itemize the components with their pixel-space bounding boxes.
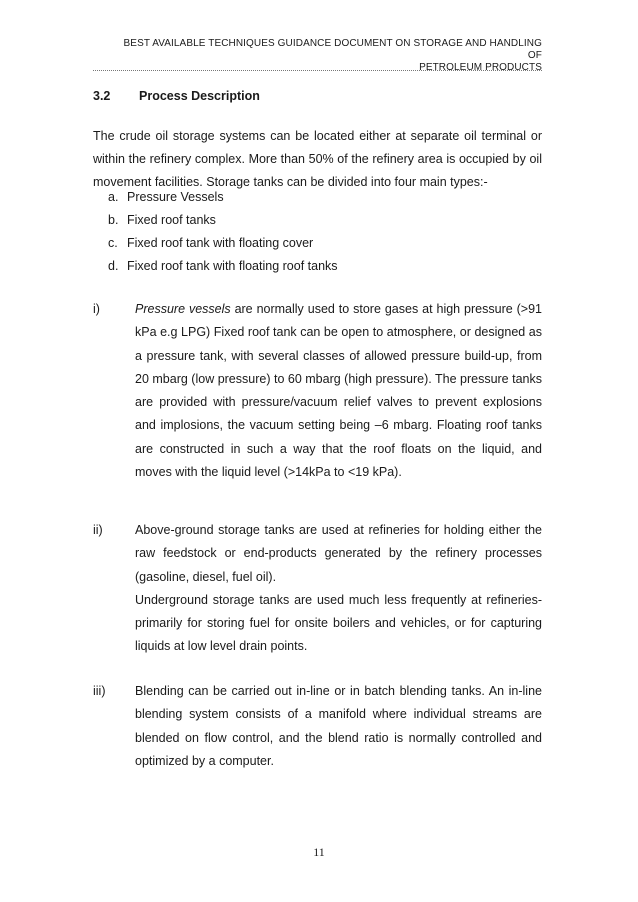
item-body <box>135 519 542 659</box>
list-item <box>93 209 338 232</box>
section-title: Process Description <box>139 89 260 103</box>
list-item <box>93 186 338 209</box>
header-line-1: BEST AVAILABLE TECHNIQUES GUIDANCE DOCUMENT ON STORAGE AND HANDLING OF <box>123 38 542 61</box>
list-marker: d. <box>108 259 119 273</box>
list-item-text: Fixed roof tank with floating cover <box>127 236 314 250</box>
item-paragraph: Blending can be carried out in-line or in batch blending tanks. An in-line blending system consists of a manifold where individual streams are blended on flow control, and the blend ratio is normally controlled and optimized by a computer. <box>135 684 542 768</box>
intro-paragraph: The crude oil storage systems can be located either at separate oil terminal or within the refinery complex. More than 50% of the refinery area is occupied by oil movement facilities. Storage tanks can be divided into four main types:- <box>93 129 542 189</box>
tank-types-list <box>93 186 338 278</box>
running-header <box>110 38 542 74</box>
list-item <box>93 255 338 278</box>
list-marker: b. <box>108 213 119 227</box>
header-divider <box>93 70 542 71</box>
section-number: 3.2 <box>93 89 111 103</box>
section-heading <box>93 89 260 103</box>
list-marker: a. <box>108 190 119 204</box>
item-body <box>135 680 542 773</box>
item-text: are normally used to store gases at high pressure (>91 kPa e.g LPG) Fixed roof tank can be open to atmosphere, or designed as a pressure tank, with several classes of allowed pressure build-up, from 20 mbarg (low pressure) to 60 mbarg (high pressure). The pressure tanks are provided with pressure/vacuum relief valves to prevent explosions and implosions, the vacuum setting being –6 mbarg. Floating roof tanks are constructed in such a way that the roof floats on the liquid, and moves with the liquid level (>14kPa to <19 kPa). <box>135 302 542 480</box>
header-line-2: PETROLEUM PRODUCTS <box>419 62 542 73</box>
list-item-text: Fixed roof tank with floating roof tanks <box>127 259 338 273</box>
item-storage-tanks <box>93 519 542 659</box>
item-marker: i) <box>93 302 100 316</box>
list-item-text: Fixed roof tanks <box>127 213 216 227</box>
item-pressure-vessels <box>93 298 542 484</box>
page-number: 11 <box>313 845 325 859</box>
item-paragraph: Underground storage tanks are used much less frequently at refineries- primarily for storing fuel for onsite boilers and vehicles, or for capturing liquids at low level drain points. <box>135 592 542 654</box>
list-item <box>93 232 338 255</box>
item-marker: ii) <box>93 523 103 537</box>
item-paragraph <box>135 298 542 484</box>
italic-term: Pressure vessels <box>135 302 231 316</box>
item-body <box>135 298 542 484</box>
item-paragraph: Above-ground storage tanks are used at refineries for holding either the raw feedstock or end-products generated by the refinery processes (gasoline, diesel, fuel oil). <box>135 523 542 584</box>
list-marker: c. <box>108 236 118 250</box>
item-marker: iii) <box>93 684 106 698</box>
list-item-text: Pressure Vessels <box>127 190 224 204</box>
item-blending <box>93 680 542 773</box>
